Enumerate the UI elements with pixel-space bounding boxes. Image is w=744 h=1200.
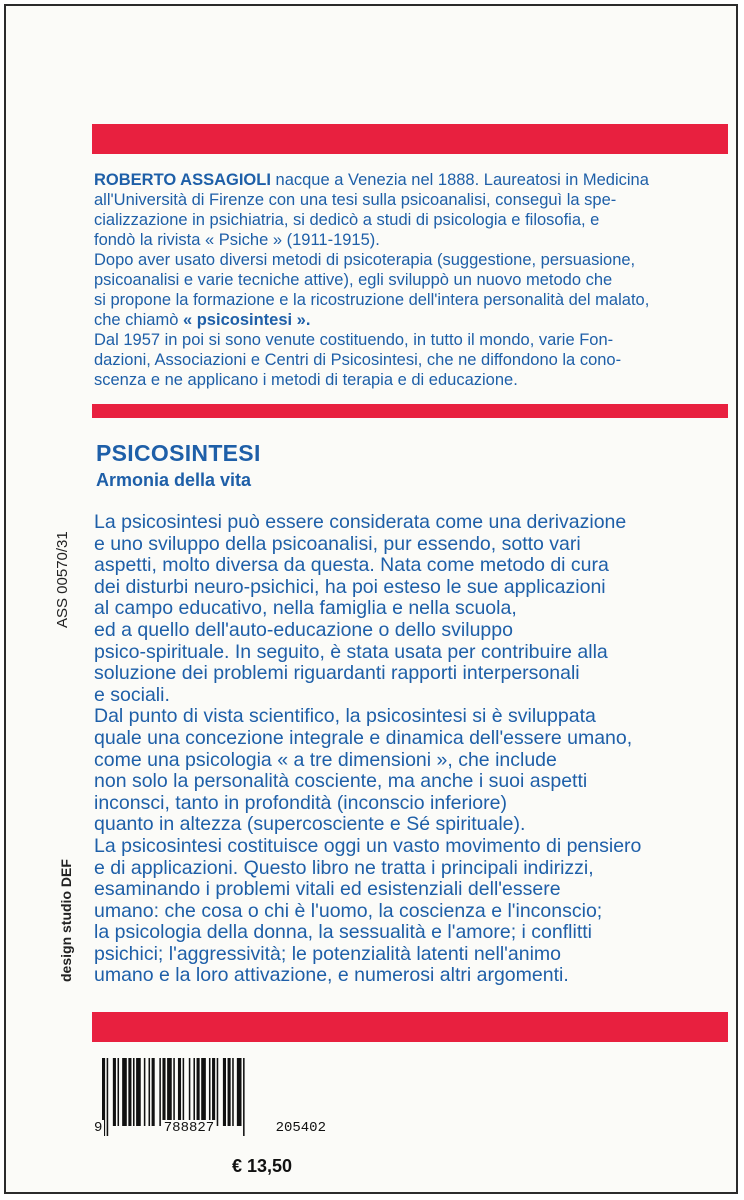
description-line: esaminando i problemi vitali ed esistenziali dell'essere (94, 878, 561, 901)
top-red-stripe (92, 124, 728, 154)
price-label: € 13,50 (232, 1156, 293, 1176)
barcode-digits (92, 1120, 328, 1136)
bio-line: dazioni, Associazioni e Centri di Psicosintesi, che ne diffondono la cono- (94, 351, 622, 369)
barcode-bar (173, 1058, 175, 1126)
author-biography (94, 170, 730, 390)
barcode-bar (136, 1058, 141, 1126)
barcode-bar (167, 1058, 172, 1126)
book-title: PSICOSINTESI (96, 440, 261, 466)
barcode-bar (152, 1058, 155, 1126)
barcode-bar (201, 1058, 206, 1126)
description-line: dei disturbi neuro-psichici, ha poi esteso le sue applicazioni (94, 575, 606, 598)
barcode-digit-group: 788827 (163, 1120, 215, 1136)
bio-line: psicoanalisi e varie tecniche attive), egli sviluppò un nuovo metodo che (94, 271, 613, 289)
bio-line: fondò la rivista « Psiche » (1911-1915). (94, 231, 380, 249)
bottom-red-stripe (92, 1012, 728, 1042)
barcode-bar (212, 1058, 215, 1126)
bio-line: Dopo aver usato diversi metodi di psicoterapia (suggestione, persuasione, (94, 251, 636, 269)
barcode-bar (197, 1058, 200, 1126)
barcode-bar (144, 1058, 146, 1126)
barcode-bar (133, 1058, 135, 1126)
barcode-bar (193, 1058, 195, 1126)
barcode-bar (113, 1058, 116, 1126)
description-line: e di applicazioni. Questo libro ne tratta i principali indirizzi, (94, 856, 594, 879)
barcode-bar (232, 1058, 234, 1126)
book-subtitle: Armonia della vita (96, 470, 252, 490)
barcode-digit-group: 205402 (275, 1120, 326, 1136)
description-line: la psicologia della donna, la sessualità e l'amore; i conflitti (94, 921, 593, 944)
psicosintesi-term: « psicosintesi ». (182, 311, 311, 329)
bio-line: che chiamò « psicosintesi ». (94, 311, 311, 329)
barcode-bar (149, 1058, 151, 1126)
barcode-bar (209, 1058, 211, 1126)
bio-line: si propone la formazione e la ricostruzione dell'intera personalità del malato, (94, 291, 650, 309)
description-line: umano: che cosa o chi è l'uomo, la coscienza e l'inconscio; (94, 899, 603, 922)
description-line: e uno sviluppo della psicoanalisi, pur essendo, sotto vari (94, 532, 581, 555)
bio-line: all'Università di Firenze con una tesi sulla psicoanalisi, conseguì la spe- (94, 191, 617, 209)
book-description (94, 512, 734, 987)
description-line: quanto in altezza (supercosciente e Sé spirituale). (94, 813, 526, 836)
isbn-barcode (88, 1052, 328, 1162)
description-line: al campo educativo, nella famiglia e nella scuola, (94, 597, 517, 620)
description-line: umano e la loro attivazione, e numerosi altri argomenti. (94, 964, 569, 987)
description-line: come una psicologia « a tre dimensioni », che include (94, 748, 557, 771)
barcode-bar (128, 1058, 131, 1126)
barcode-bar (162, 1058, 165, 1126)
barcode-bar (183, 1058, 185, 1126)
description-line: e sociali. (94, 683, 170, 706)
bio-line: cializzazione in psichiatria, si dedicò a studi di psicologia e filosofia, e (94, 211, 600, 229)
description-line: La psicosintesi può essere considerata come una derivazione (94, 511, 627, 533)
description-line: inconsci, tanto in profondità (inconscio inferiore) (94, 791, 507, 814)
barcode-digit-prefix: 9 (94, 1120, 103, 1136)
design-credit: design studio DEF (58, 859, 74, 982)
catalog-code: ASS 00570/31 (54, 531, 71, 628)
author-name: ROBERTO ASSAGIOLI (94, 171, 271, 189)
middle-red-stripe (92, 404, 728, 418)
description-line: psichici; l'aggressività; le potenzialità latenti nell'animo (94, 942, 562, 965)
bio-line: Dal 1957 in poi si sono venute costituendo, in tutto il mondo, varie Fon- (94, 331, 614, 349)
description-line: Dal punto di vista scientifico, la psicosintesi si è sviluppata (94, 705, 596, 728)
barcode-bar (118, 1058, 120, 1126)
barcode-bar (189, 1058, 191, 1126)
barcode-bar (237, 1058, 242, 1126)
barcode-bar (122, 1058, 127, 1126)
bio-line: scenza e ne applicano i metodi di terapia e di educazione. (94, 371, 518, 389)
barcode-bar (159, 1058, 161, 1126)
barcode-bar (228, 1058, 231, 1126)
bio-line: ROBERTO ASSAGIOLI nacque a Venezia nel 1888. Laureatosi in Medicina (94, 171, 649, 189)
description-line: quale una concezione integrale e dinamica dell'essere umano, (94, 726, 633, 749)
description-line: La psicosintesi costituisce oggi un vasto movimento di pensiero (94, 834, 642, 857)
description-line: non solo la personalità cosciente, ma anche i suoi aspetti (94, 770, 588, 793)
barcode-bar (217, 1058, 219, 1126)
description-line: ed a quello dell'auto-educazione o dello sviluppo (94, 618, 513, 641)
description-line: aspetti, molto diversa da questa. Nata come metodo di cura (94, 554, 609, 577)
description-line: psico-spirituale. In seguito, è stata usata per contribuire alla (94, 640, 608, 663)
barcode-bar (223, 1058, 226, 1126)
description-line: soluzione dei problemi riguardanti rapporti interpersonali (94, 662, 580, 685)
